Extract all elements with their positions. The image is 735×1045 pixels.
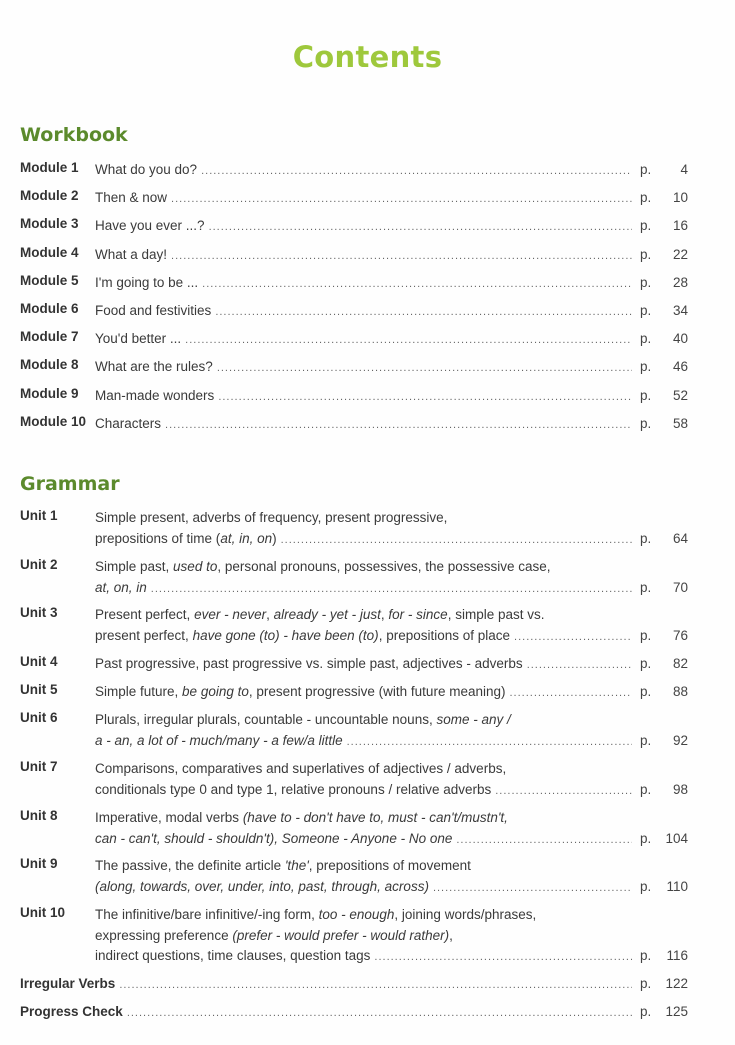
entry-title: Then & now: [95, 190, 168, 206]
title-segment: already - yet - just: [273, 607, 381, 622]
title-segment: ever - never: [194, 607, 267, 622]
entry-body: [95, 710, 688, 751]
entry-label: Unit 1: [20, 508, 58, 523]
title-segment: too - enough: [318, 907, 395, 922]
entry-body: [95, 188, 688, 209]
page-number: 46: [672, 359, 688, 375]
entry-body: [95, 856, 688, 897]
entry-title: Man-made wonders: [95, 387, 215, 403]
page-ref: [640, 160, 688, 181]
page-ref: [640, 414, 688, 435]
title-segment: at, in, on: [220, 530, 273, 546]
entry-line: [95, 877, 688, 898]
page-ref: [640, 357, 688, 378]
title-segment: Comparisons, comparatives and superlatives of adjectives / adverbs,: [95, 761, 507, 776]
entry-title: [95, 578, 147, 599]
page-prefix: p.: [640, 246, 652, 262]
page-number: 40: [672, 331, 688, 347]
entry-body: [95, 508, 688, 549]
title-segment: be going to: [182, 684, 249, 699]
title-segment: Simple past,: [95, 559, 174, 574]
entry-label: Module 10: [20, 413, 87, 429]
page-prefix: p.: [640, 1004, 652, 1019]
title-segment: have gone (to) - have been (to): [192, 627, 379, 643]
page-ref: [640, 731, 688, 752]
extra-entry[interactable]: [20, 1002, 688, 1023]
entry-title: Characters: [95, 415, 162, 431]
page-prefix: p.: [640, 162, 652, 177]
page-prefix: p.: [640, 530, 652, 546]
entry-body: [95, 414, 688, 435]
entry-line: [95, 829, 688, 850]
entry-line: [95, 856, 688, 877]
page-number: 125: [665, 1004, 688, 1019]
entry-label: Unit 2: [20, 557, 58, 572]
page-prefix: p.: [640, 976, 652, 991]
entry-title: [95, 856, 471, 877]
entry-title: [95, 905, 536, 926]
dot-leader: [281, 530, 632, 551]
entry-line: [95, 301, 688, 322]
page-prefix: p.: [640, 878, 652, 894]
entry-body: [95, 386, 688, 407]
entry-line: [20, 974, 688, 995]
title-segment: Plurals, irregular plurals, countable - uncountable nouns,: [95, 712, 437, 727]
title-segment: indirect questions, time clauses, question tags: [95, 948, 371, 964]
page-prefix: p.: [640, 274, 652, 290]
dot-leader: [215, 302, 632, 323]
entry-title: You'd better ...: [95, 331, 182, 347]
entry-line: [95, 926, 688, 947]
title-segment: , present progressive (with future meaning): [248, 684, 506, 699]
entry-label: Module 6: [20, 301, 79, 316]
page-prefix: p.: [640, 781, 652, 797]
entry-label: Unit 9: [20, 856, 58, 871]
dot-leader: [202, 274, 632, 295]
page-ref: [640, 245, 688, 266]
page-prefix: p.: [640, 331, 652, 347]
entry-title: [95, 759, 506, 780]
entry-body: [95, 357, 688, 378]
page-prefix: p.: [640, 684, 652, 699]
title-segment: conditionals type 0 and type 1, relative pronouns / relative adverbs: [95, 781, 492, 797]
entry-line: [95, 386, 688, 407]
dot-leader: [185, 330, 632, 351]
entry-label: Module 5: [20, 272, 79, 288]
entry-line: [95, 946, 688, 967]
entry-body: [95, 682, 688, 703]
page-number: 58: [672, 415, 688, 431]
entry-line: [95, 273, 688, 294]
page-number: 110: [666, 878, 688, 894]
page-prefix: p.: [640, 190, 652, 206]
dot-leader: [119, 975, 632, 996]
page-ref: [640, 974, 688, 995]
entry-line: [95, 578, 688, 599]
page-ref: [640, 386, 688, 407]
entry-label: Module 1: [20, 160, 79, 175]
entry-title: [95, 710, 511, 731]
dot-leader: [347, 732, 632, 753]
entry-title: [95, 529, 277, 550]
title-segment: The passive, the definite article: [95, 858, 285, 873]
entry-body: [95, 808, 688, 849]
entry-line: [95, 557, 688, 578]
entry-title: [95, 557, 551, 578]
dot-leader: [374, 947, 632, 968]
page-title: Contents: [292, 40, 443, 74]
page-number: 76: [672, 627, 688, 643]
entry-body: [95, 329, 688, 350]
entry-title: Have you ever ...?: [95, 218, 205, 234]
page-prefix: p.: [640, 387, 652, 403]
dot-leader: [509, 683, 632, 704]
page-ref: [640, 329, 688, 350]
entry-body: [95, 654, 688, 675]
entry-line: [95, 188, 688, 209]
dot-leader: [527, 655, 632, 676]
entry-label: Module 4: [20, 244, 79, 260]
entry-title: What are the rules?: [95, 359, 213, 375]
entry-line: [95, 759, 688, 780]
page-number: 16: [672, 218, 688, 234]
entry-title: [95, 731, 343, 752]
title-segment: some - any /: [436, 712, 511, 727]
entry-label: Module 3: [20, 216, 79, 232]
dot-leader: [201, 161, 632, 182]
page-prefix: p.: [640, 656, 652, 671]
entry-title: [95, 926, 453, 947]
page-number: 116: [666, 948, 688, 964]
dot-leader: [165, 415, 632, 436]
entry-body: [95, 160, 688, 181]
entry-line: [95, 508, 688, 529]
entry-line: [95, 245, 688, 266]
entry-label: Module 2: [20, 188, 79, 204]
page-prefix: p.: [640, 579, 652, 595]
page-number: 104: [665, 830, 688, 846]
entry-line: [95, 905, 688, 926]
entry-line: [95, 626, 688, 647]
page-prefix: p.: [640, 948, 652, 964]
entry-title: Food and festivities: [95, 303, 212, 318]
dot-leader: [171, 189, 632, 210]
page-ref: [640, 877, 688, 898]
page-number: 28: [672, 274, 688, 290]
page-number: 92: [672, 732, 688, 748]
title-segment: (along, towards, over, under, into, past, through, across): [95, 878, 429, 894]
title-segment: can - can't, should - shouldn't), Someone - Anyone - No one: [95, 830, 453, 846]
entry-title: What a day!: [95, 246, 168, 262]
page-prefix: p.: [640, 359, 652, 375]
entry-title: [95, 808, 508, 829]
title-segment: for - since: [388, 607, 448, 622]
title-segment: ,: [449, 927, 453, 943]
page-prefix: p.: [640, 732, 652, 748]
dot-leader: [217, 358, 632, 379]
entry-line: [95, 808, 688, 829]
title-segment: ,: [380, 607, 389, 622]
page-number: 4: [680, 162, 688, 177]
title-segment: , simple past vs.: [447, 607, 545, 622]
dot-leader: [514, 627, 632, 648]
entry-title: [95, 626, 510, 647]
page-ref: [640, 829, 688, 850]
title-segment: Past progressive, past progressive vs. simple past, adjectives - adverbs: [95, 656, 523, 671]
grammar-heading: Grammar: [20, 473, 120, 495]
entry-line: [95, 529, 688, 550]
title-segment: Present perfect,: [95, 607, 195, 622]
extra-entry[interactable]: [20, 974, 688, 995]
dot-leader: [127, 1003, 632, 1024]
entry-title: [95, 682, 505, 703]
entry-line: [95, 414, 688, 435]
page-ref: [640, 654, 688, 675]
page-prefix: p.: [640, 218, 652, 234]
entry-body: [95, 759, 688, 800]
entry-label: Module 9: [20, 385, 79, 401]
page-number: 98: [672, 781, 688, 797]
dot-leader: [495, 781, 632, 802]
dot-leader: [171, 246, 632, 267]
page-ref: [640, 780, 688, 801]
entry-title: [95, 829, 452, 850]
title-segment: , prepositions of place: [378, 627, 511, 643]
entry-label: Unit 6: [20, 710, 58, 725]
entry-body: [95, 301, 688, 322]
page-number: 70: [672, 579, 688, 595]
dot-leader: [456, 830, 632, 851]
title-segment: a - an, a lot of - much/many - a few/a little: [95, 732, 343, 748]
title-segment: , prepositions of movement: [308, 858, 471, 873]
entry-title: [95, 605, 544, 626]
page-ref: [640, 188, 688, 209]
page-ref: [640, 1002, 688, 1023]
page-number: 10: [672, 190, 688, 206]
entry-title: [95, 508, 447, 529]
title-segment: Simple present, adverbs of frequency, present progressive,: [95, 510, 448, 525]
dot-leader: [218, 387, 632, 408]
entry-title: [95, 780, 491, 801]
title-segment: (prefer - would prefer - would rather): [232, 927, 450, 943]
page-number: 82: [672, 656, 688, 671]
title-segment: expressing preference: [95, 927, 233, 943]
page-prefix: p.: [640, 830, 652, 846]
title-segment: Imperative, modal verbs: [95, 810, 243, 825]
page-ref: [640, 301, 688, 322]
entry-title: [95, 877, 429, 898]
entry-line: [95, 357, 688, 378]
page-prefix: p.: [640, 627, 652, 643]
entry-line: [95, 160, 688, 181]
entry-label: Progress Check: [20, 1004, 123, 1019]
page-prefix: p.: [640, 415, 652, 431]
entry-line: [95, 710, 688, 731]
dot-leader: [209, 217, 632, 238]
page-ref: [640, 216, 688, 237]
entry-body: [95, 905, 688, 967]
page-number: 52: [672, 387, 688, 403]
entry-label: Irregular Verbs: [20, 976, 116, 991]
entry-label: Unit 8: [20, 808, 58, 823]
title-segment: , personal pronouns, possessives, the possessive case,: [217, 559, 551, 574]
title-segment: 'the': [284, 858, 309, 873]
entry-line: [95, 605, 688, 626]
entry-body: [95, 605, 688, 646]
entry-label: Unit 5: [20, 682, 58, 697]
page-number: 64: [672, 530, 688, 546]
page-ref: [640, 626, 688, 647]
page-number: 34: [672, 303, 688, 318]
title-segment: (have to - don't have to, must - can't/mustn't,: [242, 810, 508, 825]
entry-line: [95, 682, 688, 703]
entry-label: Module 7: [20, 329, 79, 345]
entry-line: [20, 1002, 688, 1023]
entry-label: Module 8: [20, 357, 79, 373]
title-segment: at, on, in: [95, 579, 147, 595]
page-number: 88: [672, 684, 688, 699]
title-segment: The infinitive/bare infinitive/-ing form,: [95, 907, 319, 922]
title-segment: present perfect,: [95, 627, 193, 643]
entry-body: [95, 245, 688, 266]
page-ref: [640, 578, 688, 599]
entry-title: [95, 654, 523, 675]
entry-label: Unit 7: [20, 759, 58, 774]
dot-leader: [433, 878, 632, 899]
title-segment: ,: [266, 607, 274, 622]
entry-body: [95, 216, 688, 237]
entry-line: [95, 329, 688, 350]
workbook-heading: Workbook: [20, 124, 128, 146]
page-number: 122: [665, 976, 688, 991]
title-segment: Simple future,: [95, 684, 183, 699]
title-segment: used to: [173, 559, 218, 574]
entry-line: [95, 780, 688, 801]
entry-label: Unit 3: [20, 605, 58, 620]
entry-title: [95, 946, 370, 967]
page-prefix: p.: [640, 303, 652, 318]
dot-leader: [151, 579, 632, 600]
page-ref: [640, 273, 688, 294]
entry-body: [95, 557, 688, 598]
page-ref: [640, 529, 688, 550]
title-segment: , joining words/phrases,: [394, 907, 537, 922]
entry-label: Unit 4: [20, 654, 58, 669]
entry-label: Unit 10: [20, 905, 66, 920]
entry-body: [95, 273, 688, 294]
title-segment: prepositions of time (: [95, 530, 221, 546]
entry-title: I'm going to be ...: [95, 274, 199, 290]
entry-title: What do you do?: [95, 162, 198, 177]
entry-line: [95, 216, 688, 237]
page-ref: [640, 682, 688, 703]
entry-line: [95, 731, 688, 752]
page-ref: [640, 946, 688, 967]
title-segment: ): [272, 530, 277, 546]
page-number: 22: [672, 246, 688, 262]
entry-line: [95, 654, 688, 675]
